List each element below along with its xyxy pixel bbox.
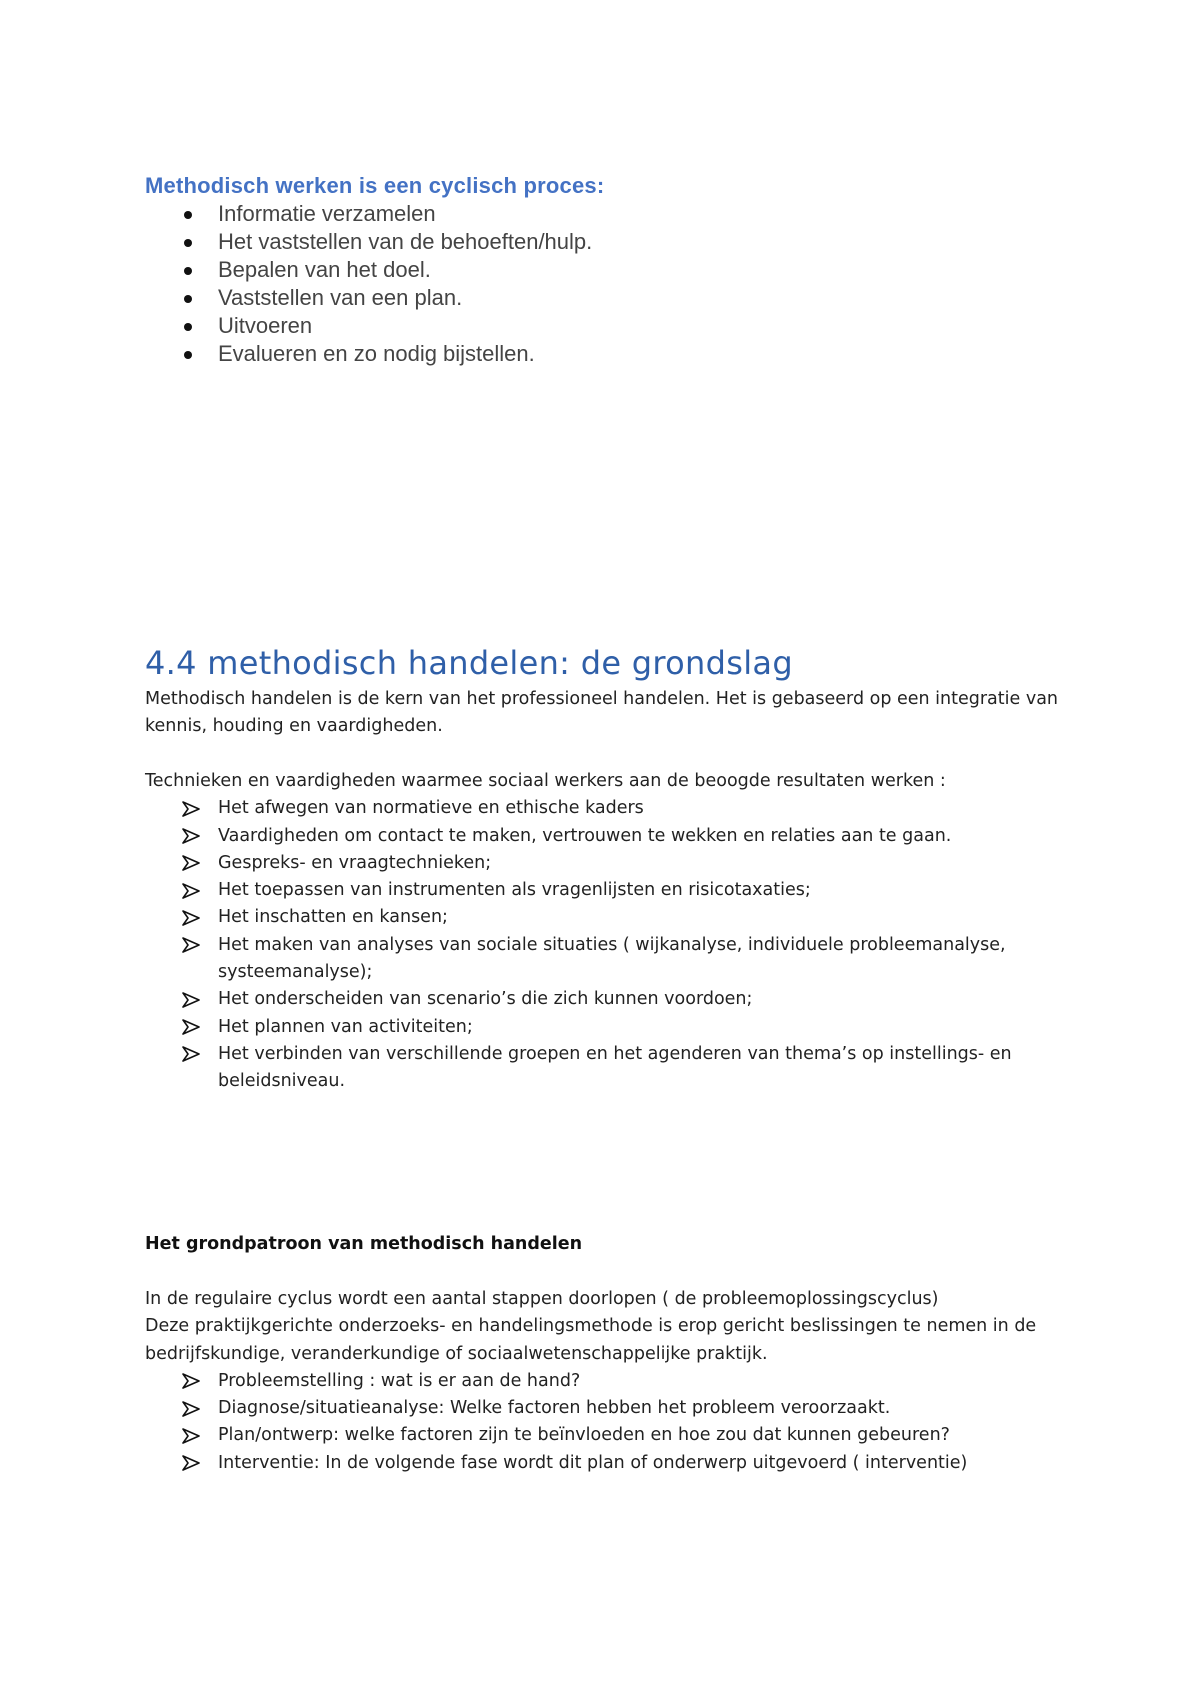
list-item [145,340,1075,368]
grondpatroon-block [145,1286,1075,1477]
arrowhead-bullet-icon [181,986,201,1013]
techniques-block [145,768,1075,1096]
list-item-text: Gespreks- en vraagtechnieken; [218,852,492,873]
arrowhead-bullet-icon [181,1450,201,1477]
bullet-dot-icon [184,239,192,247]
list-item [145,877,1075,904]
list-item [145,228,1075,256]
arrowhead-bullet-icon [181,1395,201,1422]
list-item-text: Plan/ontwerp: welke factoren zijn te beïnvloeden en hoe zou dat kunnen gebeuren? [218,1425,950,1446]
list-item-text: Probleemstelling : wat is er aan de hand? [218,1370,581,1391]
list-item-text: Het maken van analyses van sociale situaties ( wijkanalyse, individuele probleemanalyse, systeemanalyse); [218,934,1006,983]
section-title: Methodisch werken is een cyclisch proces: [145,173,605,198]
list-item-text: Uitvoeren [218,313,313,338]
intro-paragraph-block [145,686,1075,741]
list-item [145,986,1075,1013]
list-item [145,823,1075,850]
section-heading-4-4: 4.4 methodisch handelen: de grondslag [145,644,793,682]
list-item-text: Bepalen van het doel. [218,257,431,282]
list-item [145,312,1075,340]
paragraph: In de regulaire cyclus wordt een aantal stappen doorlopen ( de probleemoplossingscyclus) [145,1289,939,1309]
list-item [145,1395,1075,1422]
steps-list [145,1368,1075,1477]
list-item [145,284,1075,312]
arrowhead-bullet-icon [181,850,201,877]
techniques-intro: Technieken en vaardigheden waarmee sociaal werkers aan de beoogde resultaten werken : [145,771,946,791]
cyclic-process-section [145,172,1075,368]
list-item-text: Het plannen van activiteiten; [218,1016,473,1037]
paragraph: Deze praktijkgerichte onderzoeks- en handelingsmethode is erop gericht beslissingen te nemen in de bedrijfskundige, veranderkundige of sociaalwetenschappelijke praktijk. [145,1316,1037,1364]
list-item [145,1422,1075,1449]
list-item-text: Informatie verzamelen [218,201,436,226]
list-item-text: Het toepassen van instrumenten als vragenlijsten en risicotaxaties; [218,880,811,901]
list-item [145,932,1075,987]
arrowhead-bullet-icon [181,1368,201,1395]
list-item [145,904,1075,931]
list-item-text: Het verbinden van verschillende groepen en het agenderen van thema’s op instellings- en beleidsniveau. [218,1043,1012,1092]
list-item [145,1041,1075,1096]
arrowhead-bullet-icon [181,1422,201,1449]
list-item [145,200,1075,228]
list-item [145,850,1075,877]
arrowhead-bullet-icon [181,1014,201,1041]
list-item-text: Het inschatten en kansen; [218,907,448,928]
bullet-list [145,200,1075,368]
list-item [145,1368,1075,1395]
bullet-dot-icon [184,211,192,219]
list-item-text: Diagnose/situatieanalyse: Welke factoren hebben het probleem veroorzaakt. [218,1398,891,1419]
list-item-text: Het onderscheiden van scenario’s die zich kunnen voordoen; [218,989,753,1010]
techniques-list [145,795,1075,1095]
list-item [145,1014,1075,1041]
arrowhead-bullet-icon [181,823,201,850]
bullet-dot-icon [184,267,192,275]
arrowhead-bullet-icon [181,904,201,931]
list-item-text: Vaststellen van een plan. [218,285,463,310]
arrowhead-bullet-icon [181,1041,201,1068]
subsection-heading: Het grondpatroon van methodisch handelen [145,1234,583,1254]
list-item [145,256,1075,284]
arrowhead-bullet-icon [181,932,201,959]
list-item-text: Het afwegen van normatieve en ethische kaders [218,798,644,819]
bullet-dot-icon [184,351,192,359]
arrowhead-bullet-icon [181,877,201,904]
intro-paragraph: Methodisch handelen is de kern van het professioneel handelen. Het is gebaseerd op een integratie van kennis, houding en vaardigheden. [145,689,1059,737]
list-item [145,1450,1075,1477]
list-item-text: Evalueren en zo nodig bijstellen. [218,341,535,366]
list-item-text: Interventie: In de volgende fase wordt dit plan of onderwerp uitgevoerd ( interventie) [218,1452,968,1473]
list-item [145,795,1075,822]
list-item-text: Het vaststellen van de behoeften/hulp. [218,229,593,254]
arrowhead-bullet-icon [181,795,201,822]
list-item-text: Vaardigheden om contact te maken, vertrouwen te wekken en relaties aan te gaan. [218,825,952,846]
bullet-dot-icon [184,295,192,303]
bullet-dot-icon [184,323,192,331]
